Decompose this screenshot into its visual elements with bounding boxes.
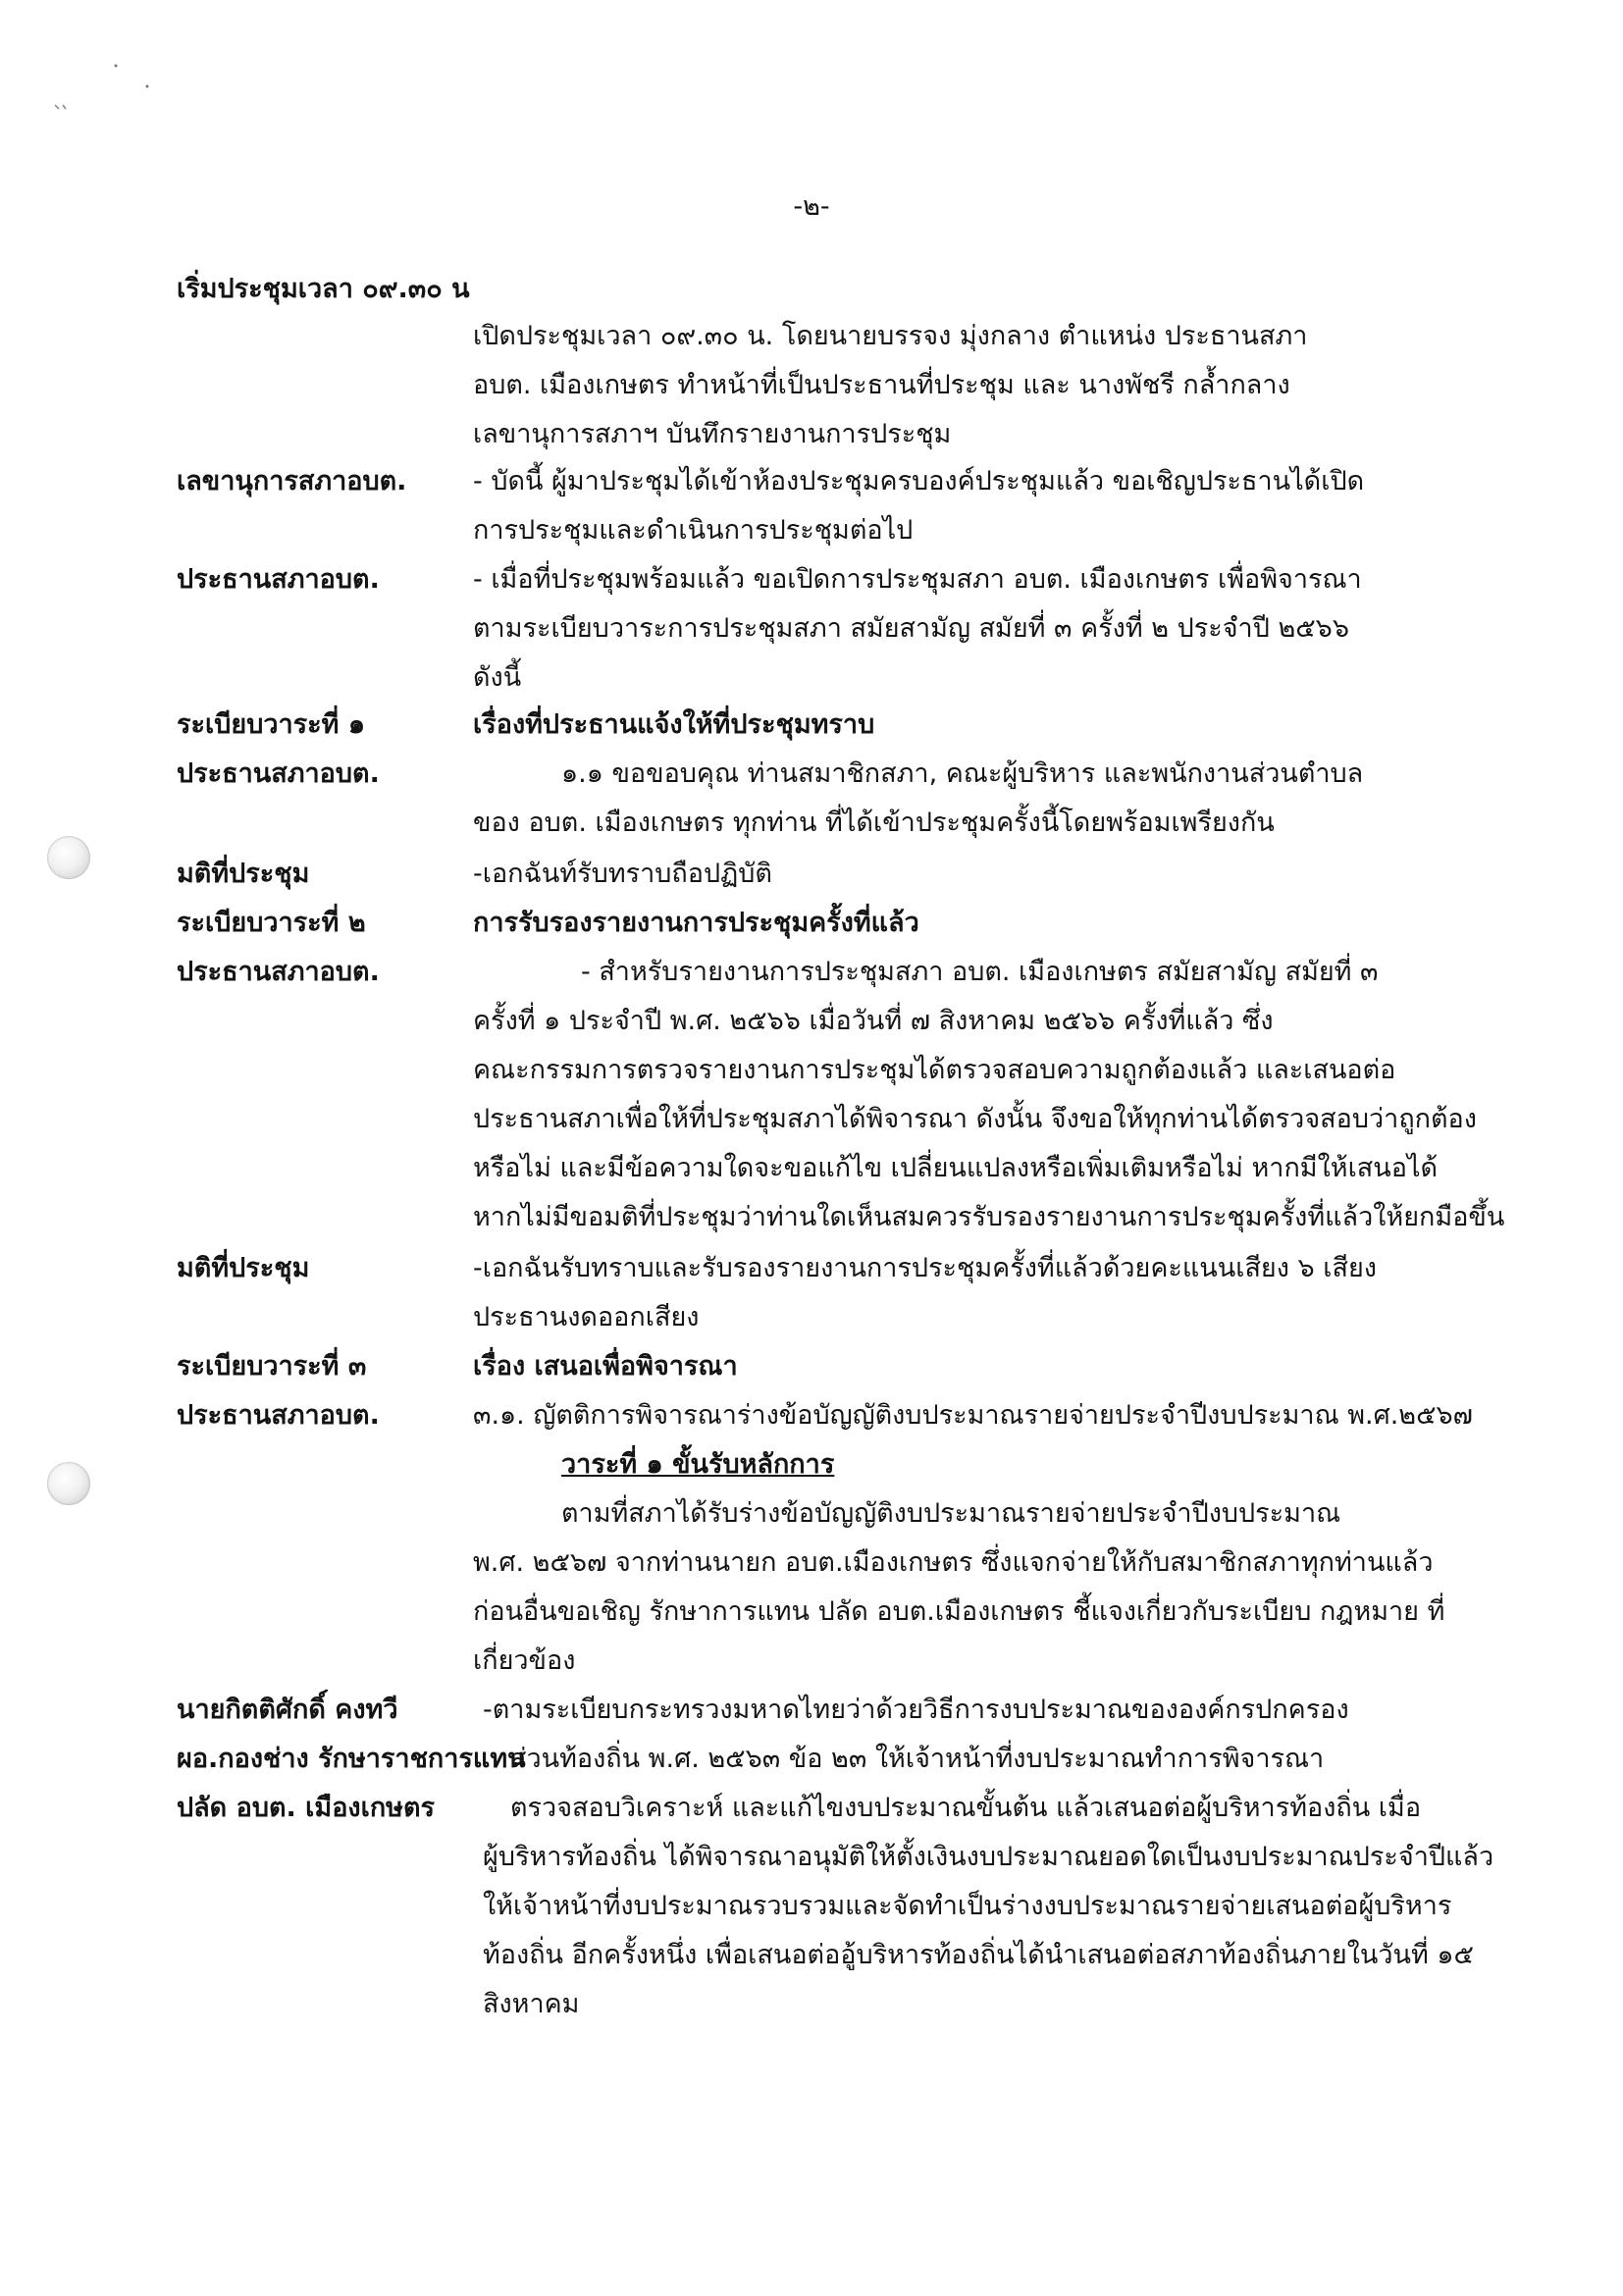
start-time-heading: เริ่มประชุมเวลา ๐๙.๓๐ น [177, 274, 470, 304]
chair-open-section [177, 555, 1531, 703]
punch-hole-icon [47, 1462, 90, 1505]
acting-clerk-section [177, 1686, 1531, 2029]
text-line: ส่วนท้องถิ่น พ.ศ. ๒๕๖๓ ข้อ ๒๓ ให้เจ้าหน้าที่งบประมาณทำการพิจารณา [510, 1744, 1325, 1774]
text-line: ท้องถิ่น อีกครั้งหนึ่ง เพื่อเสนอต่ออู้บริหารท้องถิ่นได้นำเสนอต่อสภาท้องถิ่นภายในวันที่ ๑๕ [483, 1940, 1474, 1970]
agenda-title: เรื่องที่ประธานแจ้งให้ที่ประชุมทราบ [473, 709, 875, 740]
agenda-1-resolution [177, 850, 1531, 899]
resolution-text: ประธานงดออกเสียง [473, 1302, 700, 1332]
agenda-title: เรื่อง เสนอเพื่อพิจารณา [473, 1351, 738, 1382]
page-number: -๒- [793, 191, 830, 222]
text-line: คณะกรรมการตรวจรายงานการประชุมได้ตรวจสอบความถูกต้องแล้ว และเสนอต่อ [473, 1055, 1396, 1085]
text-line: ประธานสภาเพื่อให้ที่ประชุมสภาได้พิจารณา ดังนั้น จึงขอให้ทุกท่านได้ตรวจสอบว่าถูกต้อง [473, 1104, 1477, 1134]
text-line: การประชุมและดำเนินการประชุมต่อไป [473, 515, 914, 546]
text-line: ตรวจสอบวิเคราะห์ และแก้ไขงบประมาณขั้นต้น แล้วเสนอต่อผู้บริหารท้องถิ่น เมื่อ [510, 1793, 1422, 1823]
text-line: พ.ศ. ๒๕๖๗ จากท่านนายก อบต.เมืองเกษตร ซึ่งแจกจ่ายให้กับสมาชิกสภาทุกท่านแล้ว [473, 1547, 1434, 1578]
agenda-2-chair [177, 948, 1531, 1242]
speaker-label-block [177, 1686, 526, 1833]
text-line: ให้เจ้าหน้าที่งบประมาณรวบรวมและจัดทำเป็นร่างงบประมาณรายจ่ายเสนอต่อผู้บริหาร [483, 1891, 1452, 1921]
speaker-position: ผอ.กองช่าง รักษาราชการแทน [177, 1744, 526, 1774]
agenda-item: ๓.๑. ญัตติการพิจารณาร่างข้อบัญญัติงบประมาณรายจ่ายประจำปีงบประมาณ พ.ศ.๒๕๖๗ [473, 1400, 1473, 1431]
text-line: ครั้งที่ ๑ ประจำปี พ.ศ. ๒๕๖๖ เมื่อวันที่ ๗ สิงหาคม ๒๕๖๖ ครั้งที่แล้ว ซึ่ง [473, 1006, 1274, 1036]
agenda-title: การรับรองรายงานการประชุมครั้งที่แล้ว [473, 908, 919, 938]
speaker-label: ประธานสภาอบต. [177, 758, 380, 789]
agenda-3-chair [177, 1391, 1531, 1686]
resolution-text: -เอกฉันรับทราบและรับรองรายงานการประชุมครั้งที่แล้วด้วยคะแนนเสียง ๖ เสียง [473, 1253, 1377, 1283]
opening-line: เปิดประชุมเวลา ๐๙.๓๐ น. โดยนายบรรจง มุ่งกลาง ตำแหน่ง ประธานสภา [473, 321, 1308, 351]
text-line: - สำหรับรายงานการประชุมสภา อบต. เมืองเกษตร สมัยสามัญ สมัยที่ ๓ [581, 957, 1379, 987]
text-line: เกี่ยวข้อง [473, 1645, 576, 1676]
speaker-name: นายกิตติศักดิ์ คงทวี [177, 1695, 398, 1725]
text-line: ผู้บริหารท้องถิ่น ได้พิจารณาอนุมัติให้ตั้งเงินงบประมาณยอดใดเป็นงบประมาณประจำปีแล้ว [483, 1842, 1494, 1872]
agenda-2-resolution [177, 1244, 1531, 1342]
resolution-label: มติที่ประชุม [177, 859, 310, 889]
secretary-section [177, 457, 1531, 555]
agenda-label: ระเบียบวาระที่ ๒ [177, 908, 366, 938]
speaker-position: ปลัด อบต. เมืองเกษตร [177, 1793, 435, 1823]
resolution-text: -เอกฉันท์รับทราบถือปฏิบัติ [473, 859, 772, 889]
text-line: ดังนี้ [473, 662, 522, 693]
punch-hole-icon [47, 836, 90, 879]
agenda-label: ระเบียบวาระที่ ๑ [177, 709, 365, 740]
text-line: - เมื่อที่ประชุมพร้อมแล้ว ขอเปิดการประชุมสภา อบต. เมืองเกษตร เพื่อพิจารณา [473, 564, 1362, 595]
resolution-label: มติที่ประชุม [177, 1253, 310, 1283]
speaker-label: ประธานสภาอบต. [177, 1400, 380, 1431]
opening-paragraph [177, 312, 1531, 459]
text-line: หากไม่มีขอมติที่ประชุมว่าท่านใดเห็นสมควรรับรองรายงานการประชุมครั้งที่แล้วให้ยกมือขึ้น [473, 1202, 1505, 1232]
agenda-1-chair [177, 750, 1531, 848]
speaker-label: ประธานสภาอบต. [177, 564, 380, 595]
agenda-label: ระเบียบวาระที่ ๓ [177, 1351, 367, 1382]
speaker-label: ประธานสภาอบต. [177, 957, 380, 987]
text-line: ๑.๑ ขอขอบคุณ ท่านสมาชิกสภา, คณะผู้บริหาร และพนักงานส่วนตำบล [561, 758, 1364, 789]
agenda-2-heading [177, 899, 1531, 948]
opening-line: อบต. เมืองเกษตร ทำหน้าที่เป็นประธานที่ประชุม และ นางพัชรี กล้ำกลาง [473, 370, 1290, 400]
text-line: ของ อบต. เมืองเกษตร ทุกท่าน ที่ได้เข้าประชุมครั้งนี้โดยพร้อมเพรียงกัน [473, 808, 1275, 838]
speaker-label: เลขานุการสภาอบต. [177, 466, 407, 496]
agenda-3-heading [177, 1342, 1531, 1391]
text-line: -ตามระเบียบกระทรวงมหาดไทยว่าด้วยวิธีการงบประมาณขององค์กรปกครอง [483, 1695, 1349, 1725]
agenda-1-heading [177, 701, 1531, 750]
text-line: ก่อนอื่นขอเชิญ รักษาการแทน ปลัด อบต.เมืองเกษตร ชี้แจงเกี่ยวกับระเบียบ กฎหมาย ที่ [473, 1596, 1445, 1627]
text-line: หรือไม่ และมีข้อความใดจะขอแก้ไข เปลี่ยนแปลงหรือเพิ่มเติมหรือไม่ หากมีให้เสนอได้ [473, 1153, 1439, 1183]
agenda-subheading: วาระที่ ๑ ขั้นรับหลักการ [561, 1449, 835, 1480]
opening-line: เลขานุการสภาฯ บันทึกรายงานการประชุม [473, 419, 952, 449]
text-line: สิงหาคม [483, 1989, 580, 2019]
text-line: ตามระเบียบวาระการประชุมสภา สมัยสามัญ สมัยที่ ๓ ครั้งที่ ๒ ประจำปี ๒๕๖๖ [473, 613, 1349, 644]
text-line: - บัดนี้ ผู้มาประชุมได้เข้าห้องประชุมครบองค์ประชุมแล้ว ขอเชิญประธานได้เปิด [473, 466, 1365, 496]
text-line: ตามที่สภาได้รับร่างข้อบัญญัติงบประมาณรายจ่ายประจำปีงบประมาณ [561, 1498, 1341, 1529]
scan-specks [39, 54, 177, 123]
